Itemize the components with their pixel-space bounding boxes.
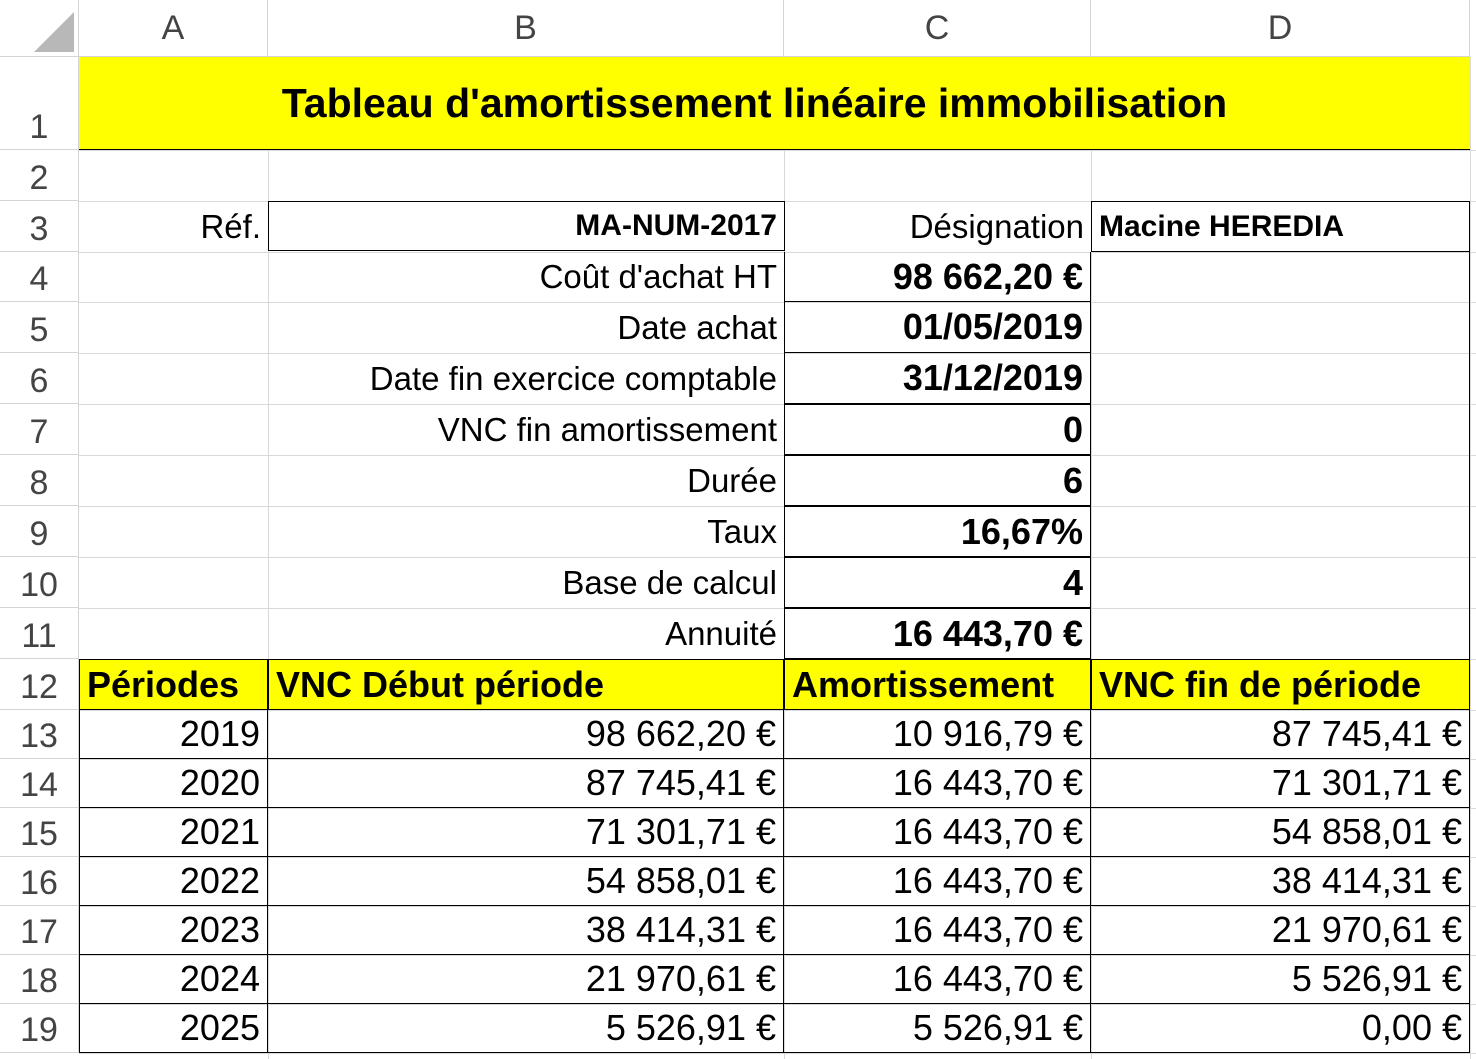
param-label[interactable]: Taux bbox=[707, 512, 777, 550]
table-cell[interactable]: 16 443,70 € bbox=[784, 955, 1091, 1004]
params-box-border bbox=[1091, 252, 1470, 659]
table-cell[interactable]: 5 526,91 € bbox=[268, 1004, 784, 1053]
row-header-4[interactable]: 4 bbox=[0, 252, 79, 302]
select-all-triangle-icon bbox=[34, 12, 74, 52]
table-cell[interactable]: 54 858,01 € bbox=[1091, 808, 1470, 857]
table-cell[interactable]: 5 526,91 € bbox=[784, 1004, 1091, 1053]
table-header-3[interactable]: VNC fin de période bbox=[1091, 659, 1470, 710]
row-header-18[interactable]: 18 bbox=[0, 955, 79, 1004]
row-header-16[interactable]: 16 bbox=[0, 857, 79, 906]
column-header-a[interactable]: A bbox=[79, 0, 268, 57]
table-cell[interactable]: 2025 bbox=[79, 1004, 268, 1053]
param-value[interactable]: 16 443,70 € bbox=[784, 608, 1091, 659]
table-cell[interactable]: 10 916,79 € bbox=[784, 710, 1091, 759]
row-header-17[interactable]: 17 bbox=[0, 906, 79, 955]
row-header-8[interactable]: 8 bbox=[0, 455, 79, 506]
row-header-13[interactable]: 13 bbox=[0, 710, 79, 759]
table-cell[interactable]: 21 970,61 € bbox=[268, 955, 784, 1004]
row-header-1[interactable]: 1 bbox=[0, 57, 79, 150]
param-value[interactable]: 4 bbox=[784, 557, 1091, 608]
param-value[interactable]: 6 bbox=[784, 455, 1091, 506]
param-label[interactable]: Coût d'achat HT bbox=[539, 258, 777, 295]
table-cell[interactable]: 98 662,20 € bbox=[268, 710, 784, 759]
gridline-horizontal bbox=[79, 150, 1476, 151]
table-cell[interactable]: 2022 bbox=[79, 857, 268, 906]
table-cell[interactable]: 16 443,70 € bbox=[784, 808, 1091, 857]
table-cell[interactable]: 71 301,71 € bbox=[1091, 759, 1470, 808]
table-cell[interactable]: 16 443,70 € bbox=[784, 857, 1091, 906]
table-cell[interactable]: 2023 bbox=[79, 906, 268, 955]
table-cell[interactable]: 87 745,41 € bbox=[1091, 710, 1470, 759]
table-cell[interactable]: 16 443,70 € bbox=[784, 759, 1091, 808]
column-header-b[interactable]: B bbox=[268, 0, 784, 57]
param-value[interactable]: 0 bbox=[784, 404, 1091, 455]
param-label[interactable]: VNC fin amortissement bbox=[437, 410, 777, 448]
row-header-2[interactable]: 2 bbox=[0, 150, 79, 201]
param-label[interactable]: Annuité bbox=[665, 614, 777, 652]
ref-value[interactable]: MA-NUM-2017 bbox=[268, 201, 785, 251]
row-header-11[interactable]: 11 bbox=[0, 608, 79, 659]
table-cell[interactable]: 38 414,31 € bbox=[268, 906, 784, 955]
row-header-6[interactable]: 6 bbox=[0, 353, 79, 404]
param-label[interactable]: Date fin exercice comptable bbox=[369, 359, 777, 397]
table-cell[interactable]: 16 443,70 € bbox=[784, 906, 1091, 955]
select-all-corner[interactable] bbox=[0, 0, 79, 57]
column-header-d[interactable]: D bbox=[1091, 0, 1470, 57]
table-cell[interactable]: 5 526,91 € bbox=[1091, 955, 1470, 1004]
gridline-horizontal bbox=[79, 1053, 1476, 1054]
row-header-15[interactable]: 15 bbox=[0, 808, 79, 857]
row-header-19[interactable]: 19 bbox=[0, 1004, 79, 1053]
table-header-0[interactable]: Périodes bbox=[79, 659, 268, 710]
row-header-10[interactable]: 10 bbox=[0, 557, 79, 608]
param-label[interactable]: Durée bbox=[687, 461, 777, 499]
row-header-3[interactable]: 3 bbox=[0, 201, 79, 252]
table-cell[interactable]: 2020 bbox=[79, 759, 268, 808]
row-header-12[interactable]: 12 bbox=[0, 659, 79, 710]
table-cell[interactable]: 2019 bbox=[79, 710, 268, 759]
column-header-c[interactable]: C bbox=[784, 0, 1091, 57]
param-label[interactable]: Base de calcul bbox=[562, 563, 777, 601]
param-value[interactable]: 01/05/2019 bbox=[784, 302, 1091, 353]
table-cell[interactable]: 2021 bbox=[79, 808, 268, 857]
table-cell[interactable]: 2024 bbox=[79, 955, 268, 1004]
table-cell[interactable]: 38 414,31 € bbox=[1091, 857, 1470, 906]
table-header-2[interactable]: Amortissement bbox=[784, 659, 1091, 710]
param-value[interactable]: 16,67% bbox=[784, 506, 1091, 557]
table-cell[interactable]: 87 745,41 € bbox=[268, 759, 784, 808]
table-cell[interactable]: 71 301,71 € bbox=[268, 808, 784, 857]
row-header-9[interactable]: 9 bbox=[0, 506, 79, 557]
sheet-title[interactable]: Tableau d'amortissement linéaire immobilisation bbox=[79, 57, 1470, 150]
gridline-vertical bbox=[1470, 57, 1471, 1059]
row-header-5[interactable]: 5 bbox=[0, 302, 79, 353]
table-cell[interactable]: 54 858,01 € bbox=[268, 857, 784, 906]
param-label[interactable]: Date achat bbox=[617, 308, 777, 346]
ref-label[interactable]: Réf. bbox=[200, 207, 261, 245]
param-value[interactable]: 98 662,20 € bbox=[784, 252, 1091, 302]
designation-value[interactable]: Macine HEREDIA bbox=[1091, 201, 1470, 252]
table-cell[interactable]: 0,00 € bbox=[1091, 1004, 1470, 1053]
row-header-14[interactable]: 14 bbox=[0, 759, 79, 808]
table-header-1[interactable]: VNC Début période bbox=[268, 659, 784, 710]
param-value[interactable]: 31/12/2019 bbox=[784, 353, 1091, 404]
table-cell[interactable]: 21 970,61 € bbox=[1091, 906, 1470, 955]
designation-label[interactable]: Désignation bbox=[909, 207, 1084, 245]
row-header-7[interactable]: 7 bbox=[0, 404, 79, 455]
